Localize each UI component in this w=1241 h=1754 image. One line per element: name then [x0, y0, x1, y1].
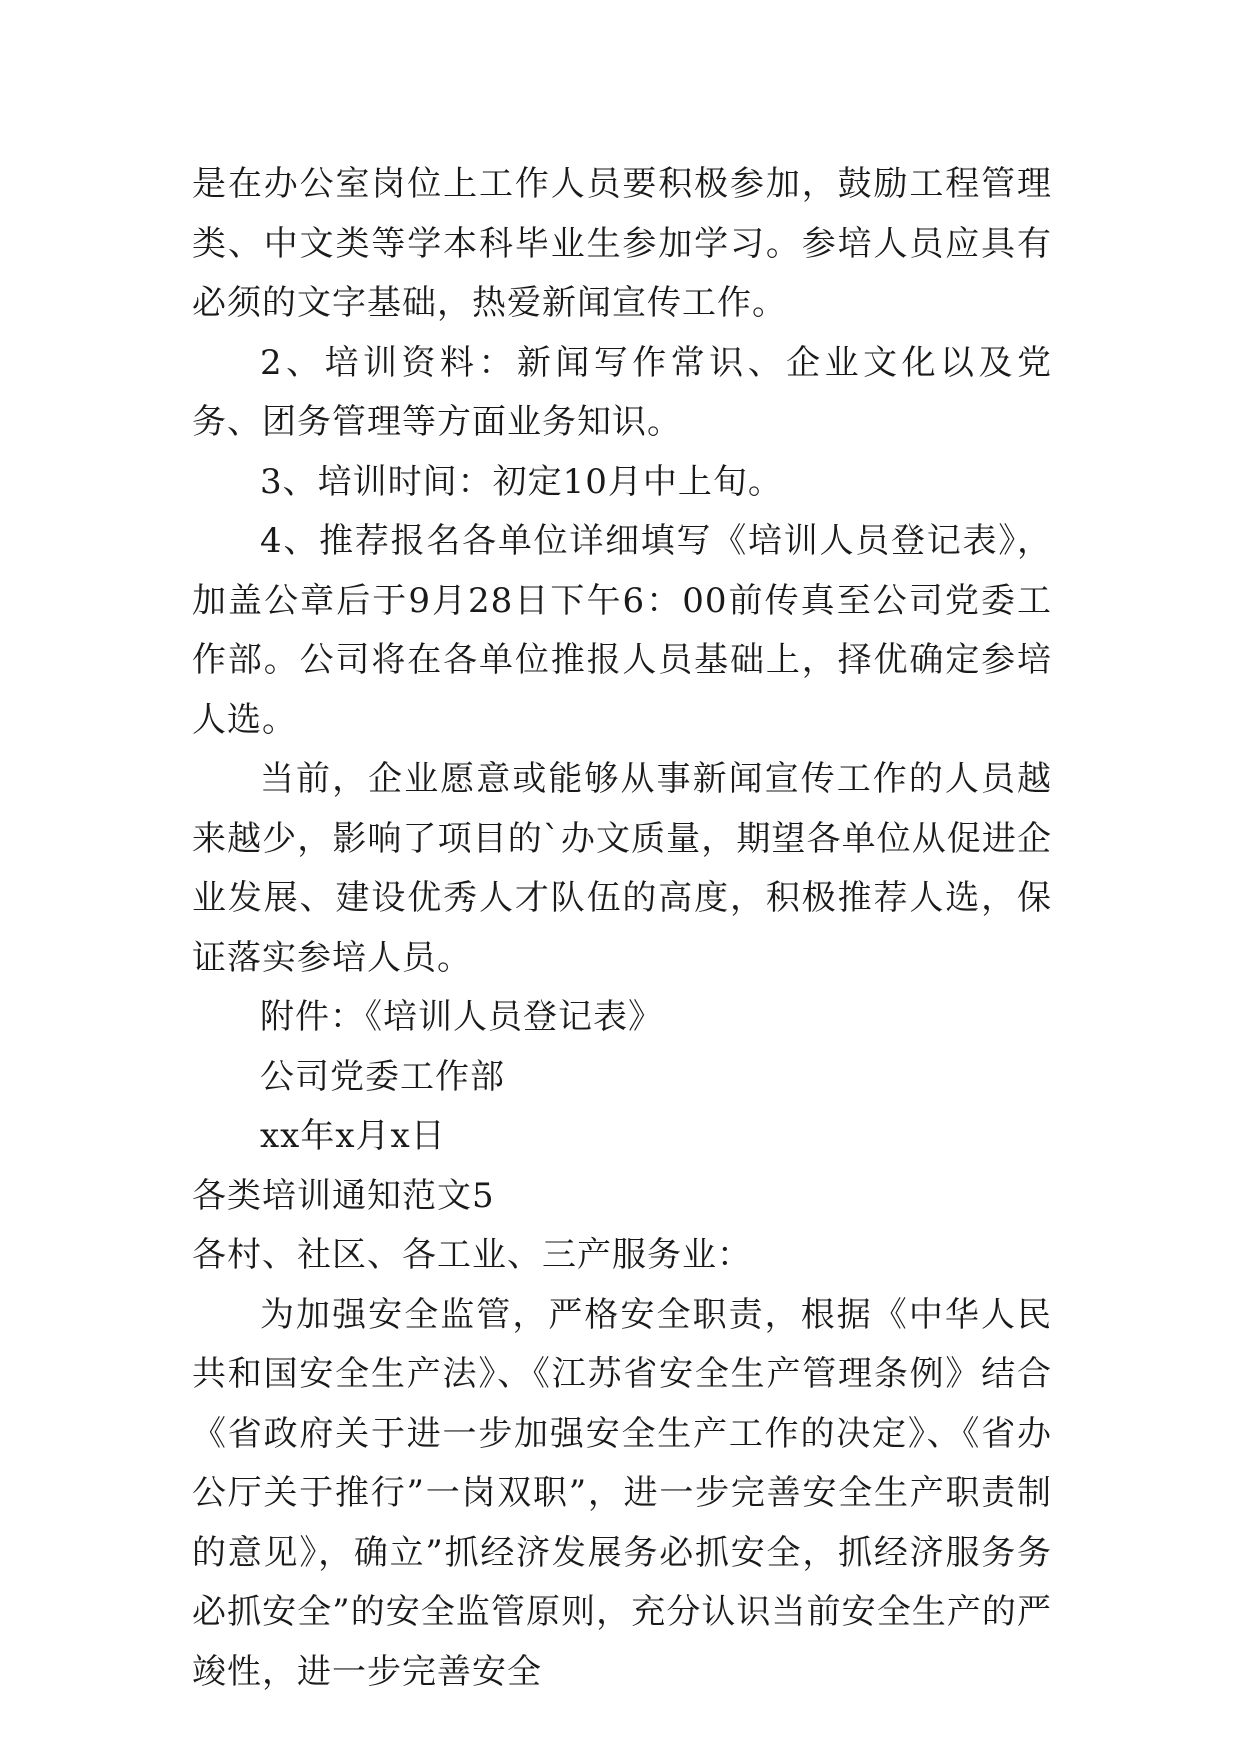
- salutation: 各村、社区、各工业、三产服务业：: [192, 1235, 752, 1275]
- paragraph-body: 为加强安全监管，严格安全职责，根据《中华人民共和国安全生产法》、《江苏省安全生产管理条例》结合《省政府关于进一步加强安全生产工作的决定》、《省办公厅关于推行”一岗双职”，进一步完善安全生产职责制的意见》，确立”抓经济发展务必抓安全，抓经济服务务必抓安全”的安全监管原则，充分认识当前安全生产的严竣性，进一步完善安全: [192, 1294, 1052, 1692]
- paragraph-item-3: 3、培训时间：初定10月中上旬。: [260, 461, 783, 502]
- paragraph-item-4: 4、推荐报名各单位详细填写《培训人员登记表》，加盖公章后于9月28日下午6：00前传真至公司党委工作部。公司将在各单位推报人员基础上，择优确定参培人选。: [192, 521, 1052, 740]
- signature-date: xx年x月x日: [260, 1116, 446, 1156]
- document-body: [192, 155, 1052, 1702]
- signature-department: 公司党委工作部: [260, 1056, 505, 1097]
- paragraph-item-2: 2、培训资料：新闻写作常识、企业文化以及党务、团务管理等方面业务知识。: [192, 342, 1052, 442]
- paragraph-closing: 当前，企业愿意或能够从事新闻宣传工作的人员越来越少，影响了项目的`办文质量，期望各单位从促进企业发展、建设优秀人才队伍的高度，积极推荐人选，保证落实参培人员。: [192, 759, 1052, 978]
- attachment-line: 附件：《培训人员登记表》: [260, 997, 663, 1037]
- paragraph-continuation: 是在办公室岗位上工作人员要积极参加，鼓励工程管理类、中文类等学本科毕业生参加学习。参培人员应具有必须的文字基础，热爱新闻宣传工作。: [192, 164, 1052, 323]
- section-heading: 各类培训通知范文5: [192, 1175, 495, 1216]
